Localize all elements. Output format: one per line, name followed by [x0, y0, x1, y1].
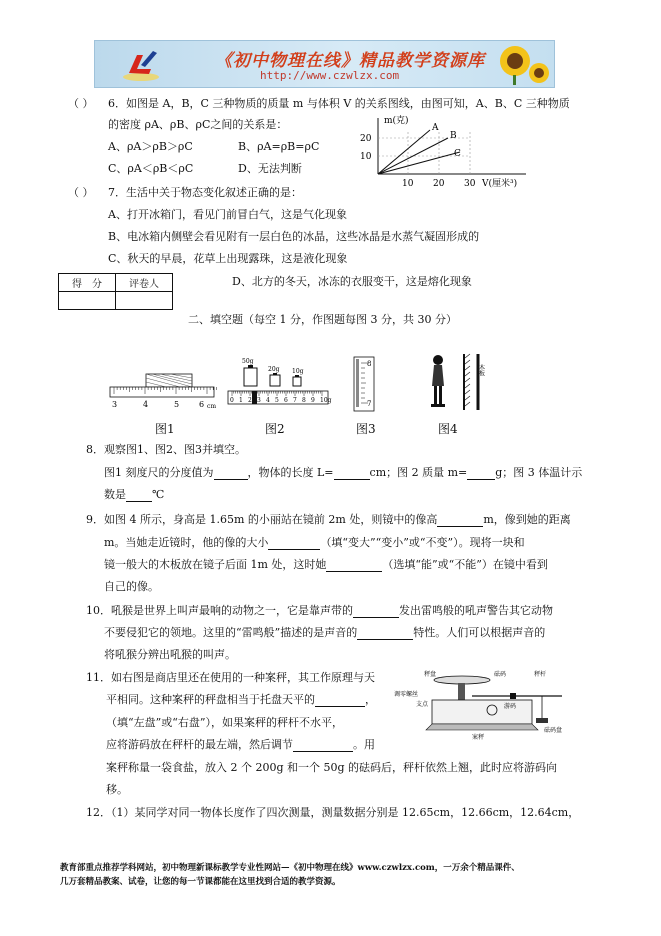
q9-l2b: （填“变大”“变小”或“不变”）。现将一块和 [320, 536, 525, 549]
q8-text: 观察图1、图2、图3并填空。 [104, 443, 246, 456]
graph-line-b [378, 138, 448, 174]
q8-stem [86, 443, 246, 457]
q11-line3: （填“左盘”或“右盘”），如果案秤的秤杆不水平， [106, 716, 343, 729]
q6-stem-line2: 的密度 ρA、ρB、ρC之间的关系是： [108, 118, 288, 131]
beam-tick-label: 10g [320, 397, 332, 404]
figure-1-caption: 图1 [155, 422, 175, 436]
q9-line1 [86, 513, 571, 527]
footer-line2: 几万套精品教案、试卷，让您的每一节课都能在这里找到合适的教学资源。 [60, 877, 341, 887]
q8-l3b: ℃ [152, 488, 165, 501]
figure-4-girl-mirror [418, 352, 490, 414]
section-2-heading: 二、填空题（每空 1 分，作图题每图 3 分，共 30 分） [188, 313, 457, 326]
graph-label-b: B [450, 131, 457, 141]
q11-l2a: 平相同。这种案秤的秤盘相当于托盘天平的 [106, 693, 315, 706]
q8-blank-division[interactable] [214, 468, 248, 480]
q9-l3a: 镜一般大的木板放在镜子后面 1m 处，这时她 [104, 558, 327, 571]
graph-x-label: V(厘米³) [482, 179, 518, 189]
q11-line1 [86, 671, 375, 685]
beam-tick-label: 9 [311, 397, 315, 404]
sunflower-icon [475, 43, 551, 85]
q7-option-a: A、打开冰箱门，看见门前冒白气，这是气化现象 [108, 208, 347, 221]
q11-blank-pan[interactable] [315, 695, 365, 707]
q8-l2d: g；图 3 体温计示 [495, 466, 583, 479]
graph-label-a: A [432, 123, 439, 133]
q10-l2a: 不要侵犯它的领地。这里的“雷鸣般”描述的是声音的 [104, 626, 358, 639]
q8-l2b: ，物体的长度 L= [247, 466, 334, 479]
graph-y-tick-20: 20 [360, 134, 372, 144]
score-label: 得 分 [59, 274, 116, 292]
weight-10g-label: 10g [292, 368, 304, 375]
q10-l2b: 特性。人们可以根据声音的 [413, 626, 546, 639]
q9-l1a: 如图 4 所示，身高是 1.65m 的小丽站在镜前 2m 处，则镜中的像高 [104, 513, 438, 526]
q10-blank-loudness[interactable] [357, 628, 413, 640]
q7-number: 7． [108, 186, 126, 199]
q9-l2a: m。当她走近镜时，他的像的大小 [104, 536, 269, 549]
site-logo-icon [121, 47, 161, 83]
graph-x-tick-20: 20 [433, 179, 445, 189]
ruler-tick-4: 4 [143, 400, 149, 409]
graph-y-tick-10: 10 [360, 152, 372, 162]
q10-l1b: 发出雷鸣般的吼声警告其它动物 [399, 604, 553, 617]
q9-number: 9． [86, 513, 104, 526]
q6-answer-paren[interactable]: （ ） [68, 97, 94, 110]
rho-a: ρA [144, 118, 159, 131]
weight-20g-label: 20g [268, 366, 280, 373]
platform-scale-diagram [392, 666, 582, 742]
rho-c: ρC [195, 118, 211, 131]
mass-volume-graph [348, 112, 528, 192]
thermometer-mark-7: 7 [367, 400, 372, 408]
graph-label-c: C [454, 149, 461, 159]
figure-4-caption: 图4 [438, 422, 458, 436]
q9-line3 [104, 558, 548, 572]
graph-y-label: m(克) [384, 116, 409, 126]
q12-l1: （1）某同学对同一物体长度作了四次测量，测量数据分别是 12.65cm，12.66cm，12.64cm， [111, 806, 580, 819]
scale-label-beam: 秤杆 [534, 671, 547, 678]
q11-l1: 如右图是商店里还在使用的一种案秤，其工作原理与天 [111, 671, 375, 684]
q7-answer-paren[interactable]: （ ） [68, 186, 94, 199]
q10-number: 10． [86, 604, 111, 617]
q10-l1a: 吼猴是世界上叫声最响的动物之一，它是靠声带的 [111, 604, 353, 617]
q11-line4 [106, 738, 375, 752]
q8-l2c: cm；图 2 质量 m= [369, 466, 468, 479]
q6-option-c: C、ρA＜ρB＜ρC [108, 162, 194, 175]
q6-number: 6． [108, 97, 126, 110]
graph-x-tick-30: 30 [464, 179, 476, 189]
q8-blank-length[interactable] [334, 468, 370, 480]
figure-2-balance [226, 356, 330, 412]
figure-2-caption: 图2 [265, 422, 285, 436]
graph-x-tick-10: 10 [402, 179, 414, 189]
q11-l4a: 应将游码放在秤杆的最左端，然后调节 [106, 738, 293, 751]
beam-tick-label: 0 [230, 397, 234, 404]
beam-tick-label: 3 [257, 397, 261, 404]
q11-l4b: 。用 [353, 738, 375, 751]
header-banner [94, 40, 555, 88]
q6-stem2-pre: 的密度 [108, 118, 145, 131]
q11-blank-adjust[interactable] [293, 740, 353, 752]
scale-label-pan: 秤盘 [424, 671, 437, 678]
scale-label-scale: 案秤 [472, 734, 485, 741]
banner-url[interactable]: http://www.czwlzx.com [260, 69, 400, 82]
q11-number: 11． [86, 671, 111, 684]
beam-tick-label: 6 [284, 397, 288, 404]
footer-line1: 教育部重点推荐学科网站，初中物理新课标教学专业性网站—《初中物理在线》www.czwlzx.com，一万余个精品课件、 [60, 863, 520, 873]
q9-blank-can-see[interactable] [326, 560, 382, 572]
q11-line5: 案秤称量一袋食盐，放入 2 个 200g 和一个 50g 的砝码后，秤杆依然上翘，此时应将游码向 [106, 761, 558, 774]
q6-stem-line1 [108, 97, 570, 111]
beam-tick-label: 2 [248, 397, 252, 404]
q7-stem [108, 186, 302, 200]
ruler-unit: cm [207, 403, 217, 410]
q8-l2a: 图1 刻度尺的分度值为 [104, 466, 214, 479]
q11-l2b: ， [365, 693, 376, 706]
beam-tick-label: 1 [239, 397, 243, 404]
q8-blank-mass[interactable] [467, 468, 495, 480]
q6-stem-text: 如图是 A，B，C 三种物质的质量 m 与体积 V 的关系图线，由图可知，A、B、C 三种物质 [126, 97, 570, 110]
q10-blank-vibration[interactable] [353, 606, 399, 618]
q12-line1 [86, 806, 579, 820]
q7-option-d: D、北方的冬天，冰冻的衣服变干，这是熔化现象 [232, 275, 472, 288]
figure-3-caption: 图3 [356, 422, 376, 436]
q7-option-c: C、秋天的早晨，花草上出现露珠，这是液化现象 [108, 252, 348, 265]
figure-1-ruler [108, 372, 220, 410]
thermometer-mark-8: 8 [367, 360, 372, 368]
q12-number: 12． [86, 806, 111, 819]
q6-option-d: D、无法判断 [238, 162, 302, 175]
q9-l3b: （选填“能”或“不能”）在镜中看到 [382, 558, 548, 571]
rho-b: ρB [169, 118, 185, 131]
scale-label-fulcrum: 支点 [416, 701, 429, 708]
beam-tick-label: 5 [275, 397, 279, 404]
beam-tick-label: 8 [302, 397, 306, 404]
q11-line2 [106, 693, 376, 707]
q8-line2 [104, 466, 582, 480]
q11-line6: 移。 [106, 783, 128, 796]
ruler-tick-5: 5 [174, 400, 180, 409]
q6-stem2-post: 之间的关系是： [210, 118, 288, 131]
q8-l3a: 数是 [104, 488, 126, 501]
q7-stem-text: 生活中关于物态变化叙述正确的是： [126, 186, 302, 199]
q9-l1b: m，像到她的距离 [483, 513, 571, 526]
beam-tick-label: 4 [266, 397, 270, 404]
q6-option-b: B、ρA=ρB=ρC [238, 140, 320, 153]
q10-line2 [104, 626, 545, 640]
q10-line1 [86, 604, 553, 618]
q7-option-b: B、电冰箱内侧壁会看见附有一层白色的冰晶，这些冰晶是水蒸气凝固形成的 [108, 230, 480, 243]
q8-number: 8． [86, 443, 104, 456]
q8-line3 [104, 488, 164, 502]
ruler-tick-3: 3 [112, 400, 118, 409]
scale-label-zero-screw: 调零螺丝 [394, 691, 419, 698]
beam-tick-label: 7 [293, 397, 297, 404]
scale-label-slider: 游码 [504, 703, 517, 710]
scale-label-weight-tray: 砝码盘 [544, 727, 563, 734]
scale-label-weight: 砝码 [494, 671, 507, 678]
q8-blank-temperature[interactable] [126, 490, 152, 502]
q10-line3: 将吼猴分辨出吼猴的叫声。 [104, 648, 236, 661]
ruler-tick-6: 6 [199, 400, 205, 409]
banner-title: 《初中物理在线》精品教学资源库 [215, 51, 485, 71]
grader-cell[interactable] [116, 292, 173, 310]
grader-label: 评卷人 [116, 274, 173, 292]
score-table [58, 273, 173, 310]
figure-3-thermometer [350, 355, 380, 413]
q9-line2 [104, 536, 525, 550]
q9-blank-image-size[interactable] [268, 538, 320, 550]
score-cell[interactable] [59, 292, 116, 310]
q9-line4: 自己的像。 [104, 580, 159, 593]
weight-50g-label: 50g [242, 358, 254, 365]
q6-option-a: A、ρA＞ρB＞ρC [108, 140, 193, 153]
q9-blank-image-height[interactable] [437, 515, 483, 527]
mirror-board-label: 木板 [477, 364, 485, 376]
